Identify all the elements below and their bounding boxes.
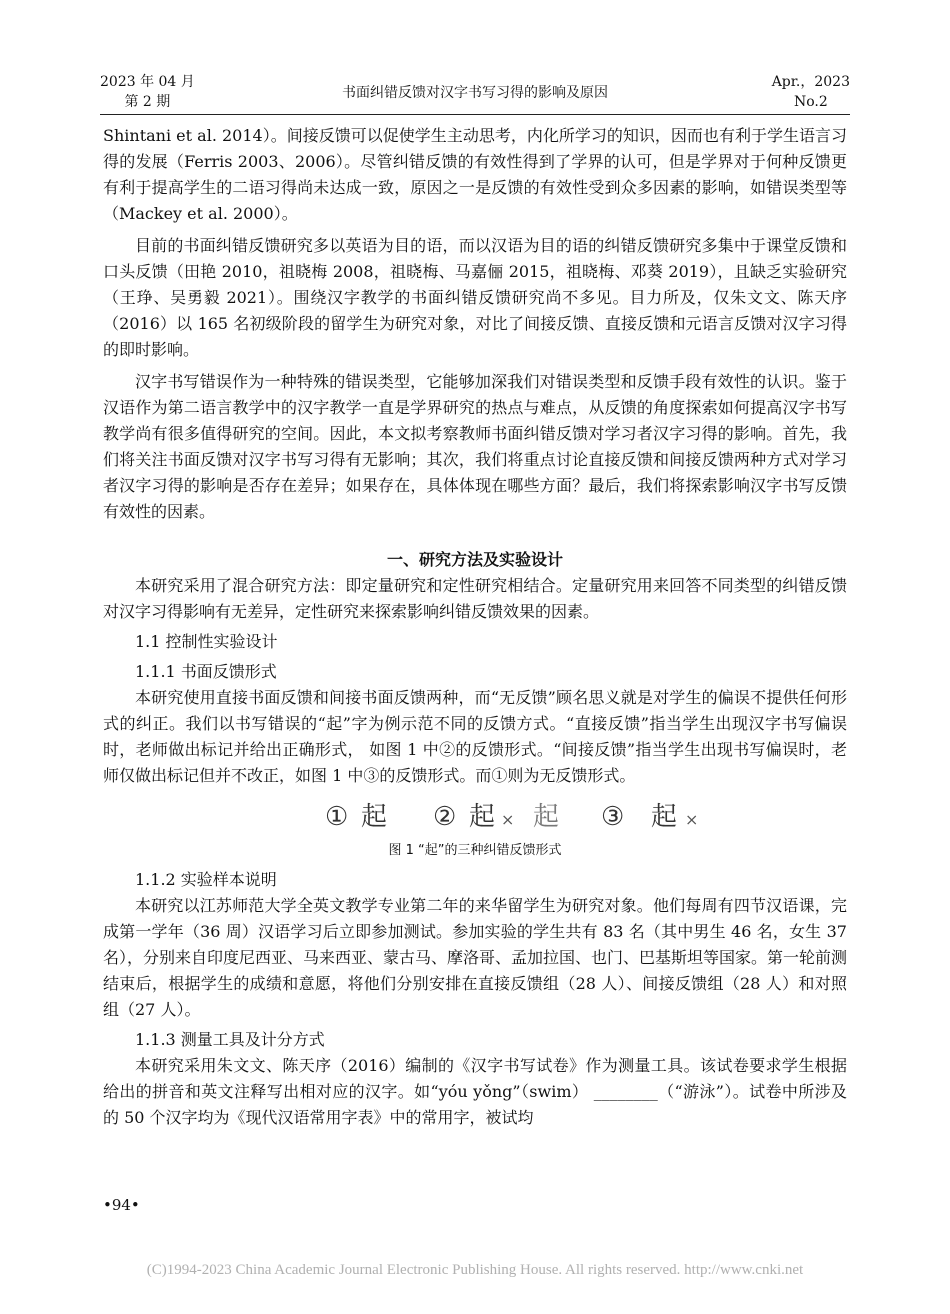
paragraph-4: 本研究采用了混合研究方法：即定量研究和定性研究相结合。定量研究用来回答不同类型的纠错反馈对汉字习得影响有无差异，定性研究来探索影响纠错反馈效果的因素。	[103, 576, 847, 621]
figure-1	[103, 793, 847, 839]
fig-label-2: ②	[433, 802, 457, 832]
copyright-footer: (C)1994-2023 China Academic Journal Electronic Publishing House. All rights reserved. http://www.cnki.net	[146, 1262, 804, 1278]
fig-mark-2: ×	[501, 810, 515, 829]
paragraph-7: 本研究采用朱文文、陈天序（2016）编制的《汉字书写试卷》作为测量工具。该试卷要求学生根据给出的拼音和英文注释写出相对应的汉字。如“yóu yǒng”（swim） ________（“游泳”）。试卷中所涉及的 50 个汉字均为《现代汉语常用字表》中的常用字，被试均	[103, 1056, 847, 1127]
header-right	[772, 72, 850, 112]
page-number: •94•	[103, 1196, 140, 1214]
fig-correct-2: 起	[533, 802, 560, 832]
fig-mark-3: ×	[685, 810, 699, 829]
header-date-en: Apr.，2023	[771, 74, 850, 90]
fig-label-3: ③	[601, 802, 625, 832]
fig-char-1: 起	[361, 802, 388, 832]
fig-label-1: ①	[325, 802, 349, 832]
heading-1-1-1: 1.1.1 书面反馈形式	[135, 662, 277, 681]
header-date-cn: 2023 年 04 月	[100, 74, 195, 90]
header-title: 书面纠错反馈对汉字书写习得的影响及原因	[342, 85, 608, 101]
header-issue-en: No.2	[793, 94, 828, 110]
heading-1-1-2: 1.1.2 实验样本说明	[135, 870, 277, 889]
section-title: 一、研究方法及实验设计	[386, 550, 563, 569]
paragraph-6: 本研究以江苏师范大学全英文教学专业第二年的来华留学生为研究对象。他们每周有四节汉语课，完成第一学年（36 周）汉语学习后立即参加测试。参加实验的学生共有 83 名（其中男生 46 名，女生 37 名），分别来自印度尼西亚、马来西亚、蒙古马、摩洛哥、孟加拉国、也门、巴基斯坦等国家。第一轮前测结束后，根据学生的成绩和意愿，将他们分别安排在直接反馈组（28 人）、间接反馈组（28 人）和对照组（27 人）。	[103, 896, 848, 1019]
header-issue-cn: 第 2 期	[124, 94, 171, 110]
paragraph-1: Shintani et al. 2014）。间接反馈可以促使学生主动思考，内化所学习的知识，因而也有利于学生语言习得的发展（Ferris 2003、2006）。尽管纠错反馈的有效性得到了学界的认可，但是学界对于何种反馈更有利于提高学生的二语习得尚未达成一致，原因之一是反馈的有效性受到众多因素的影响，如错误类型等（Mackey et al. 2000）。	[103, 126, 847, 223]
figure-1-caption: 图 1 “起”的三种纠错反馈形式	[388, 843, 562, 858]
running-header	[100, 72, 850, 115]
paragraph-3: 汉字书写错误作为一种特殊的错误类型，它能够加深我们对错误类型和反馈手段有效性的认识。鉴于汉语作为第二语言教学中的汉字教学一直是学界研究的热点与难点，从反馈的角度探索如何提高汉字书写教学尚有很多值得研究的空间。因此，本文拟考察教师书面纠错反馈对学习者汉字习得的影响。首先，我们将关注书面反馈对汉字书写习得有无影响；其次，我们将重点讨论直接反馈和间接反馈两种方式对学习者汉字习得的影响是否存在差异；如果存在，具体体现在哪些方面？最后，我们将探索影响汉字书写反馈有效性的因素。	[103, 372, 847, 521]
figure-1-drawing	[103, 793, 847, 839]
fig-char-3: 起	[651, 802, 678, 832]
article-body	[103, 123, 847, 1131]
heading-1-1: 1.1 控制性实验设计	[135, 632, 278, 651]
paragraph-2: 目前的书面纠错反馈研究多以英语为目的语，而以汉语为目的语的纠错反馈研究多集中于课堂反馈和口头反馈（田艳 2010，祖晓梅 2008，祖晓梅、马嘉俪 2015，祖晓梅、邓葵 2019），且缺乏实验研究（王琤、吴勇毅 2021）。围绕汉字教学的书面纠错反馈研究尚不多见。目力所及，仅朱文文、陈天序（2016）以 165 名初级阶段的留学生为研究对象，对比了间接反馈、直接反馈和元语言反馈对汉字习得的即时影响。	[103, 236, 847, 359]
heading-1-1-3: 1.1.3 测量工具及计分方式	[135, 1030, 325, 1049]
fig-char-2: 起	[469, 802, 496, 832]
paragraph-5: 本研究使用直接书面反馈和间接书面反馈两种，而“无反馈”顾名思义就是对学生的偏误不提供任何形式的纠正。我们以书写错误的“起”字为例示范不同的反馈方式。“直接反馈”指当学生出现汉字书写偏误时，老师做出标记并给出正确形式， 如图 1 中②的反馈形式。“间接反馈”指当学生出现书写偏误时，老师仅做出标记但并不改正，如图 1 中③的反馈形式。而①则为无反馈形式。	[103, 688, 847, 785]
